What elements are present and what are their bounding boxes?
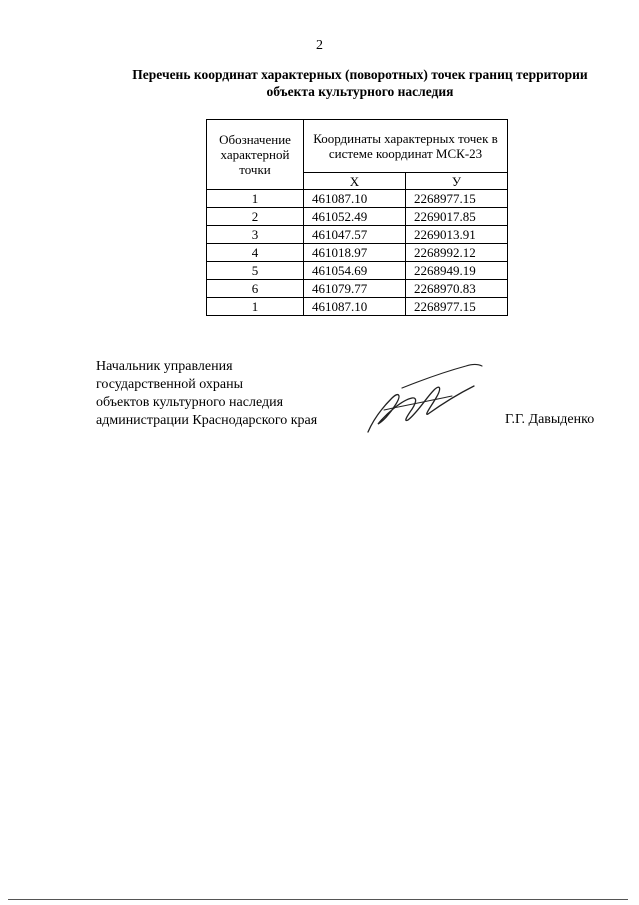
table-row [207, 208, 508, 226]
document-title-line-2: объекта культурного наследия [266, 84, 454, 99]
x-cell: 461079.77 [304, 280, 406, 298]
y-cell: 2269013.91 [406, 226, 508, 244]
y-cell: 2268977.15 [406, 298, 508, 316]
coordinates-table [206, 119, 508, 316]
position-line-2: государственной охраны [96, 377, 244, 392]
table-row [207, 226, 508, 244]
header-y: У [406, 173, 508, 190]
x-cell: 461047.57 [304, 226, 406, 244]
header-x: Х [304, 173, 406, 190]
signatory-position [96, 358, 317, 430]
table-row [207, 244, 508, 262]
table-row [207, 262, 508, 280]
table-row [207, 298, 508, 316]
point-cell: 1 [207, 190, 304, 208]
table-row [207, 280, 508, 298]
document-title-line-1: Перечень координат характерных (поворотных) точек границ территории [132, 67, 588, 82]
point-cell: 3 [207, 226, 304, 244]
signer-name: Г.Г. Давыденко [505, 412, 595, 427]
position-line-3: объектов культурного наследия [96, 395, 284, 410]
point-cell: 1 [207, 298, 304, 316]
page-bottom-divider [8, 899, 628, 900]
x-cell: 461018.97 [304, 244, 406, 262]
handwritten-signature [362, 358, 492, 443]
y-cell: 2268949.19 [406, 262, 508, 280]
point-cell: 4 [207, 244, 304, 262]
point-cell: 2 [207, 208, 304, 226]
x-cell: 461087.10 [304, 190, 406, 208]
y-cell: 2268977.15 [406, 190, 508, 208]
point-cell: 5 [207, 262, 304, 280]
x-cell: 461087.10 [304, 298, 406, 316]
y-cell: 2269017.85 [406, 208, 508, 226]
x-cell: 461054.69 [304, 262, 406, 280]
x-cell: 461052.49 [304, 208, 406, 226]
y-cell: 2268992.12 [406, 244, 508, 262]
point-cell: 6 [207, 280, 304, 298]
document-title [60, 66, 639, 100]
header-point-designation: Обозначение характерной точки [207, 120, 304, 190]
y-cell: 2268970.83 [406, 280, 508, 298]
table-row [207, 190, 508, 208]
page-number: 2 [316, 38, 323, 53]
position-line-1: Начальник управления [96, 359, 233, 374]
position-line-4: администрации Краснодарского края [96, 413, 318, 428]
header-coordinates: Координаты характерных точек в системе координат МСК-23 [304, 120, 508, 173]
